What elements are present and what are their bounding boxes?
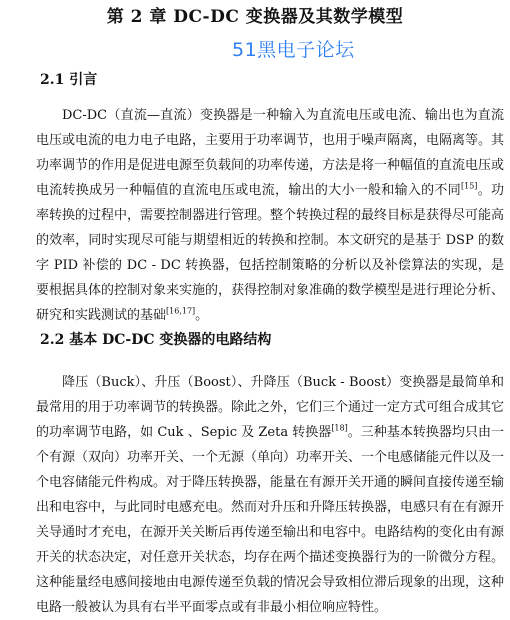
- chapter-title: 第 2 章 DC-DC 变换器及其数学模型: [106, 7, 404, 27]
- introduction-paragraph: [36, 103, 504, 328]
- section-heading-introduction: 2.1 引言: [40, 72, 98, 88]
- paragraph-text: 降压（Buck）、升压（Boost）、升降压（Buck - Boost）变换器是最简单和最常用的用于功率调节的转换器。除此之外，它们三个通过一定方式可组合成其它的功率调节电路，如 Cuk 、Sepic 及 Zeta 转换器: [36, 375, 505, 440]
- circuit-structure-paragraph: [36, 370, 504, 620]
- paragraph-text: 。: [195, 308, 209, 323]
- citation: [15]: [461, 181, 478, 191]
- paragraph-text: 。功率转换的过程中，需要控制器进行管理。整个转换过程的最终目标是获得尽可能高的效率，同时实现尽可能与期望相近的转换和控制。本文研究的是基于 DSP 的数字 PID 补偿的 DC - DC 转换器，包括控制策略的分析以及补偿算法的实现，是要根据具体的控制对象来实施的，获得控制对象准确的数学模型是进行理论分析、研究和实践测试的基础: [36, 183, 505, 323]
- citation: [16,17]: [166, 306, 196, 316]
- section-heading-circuit-structure: 2.2 基本 DC-DC 变换器的电路结构: [40, 332, 272, 348]
- citation: [18]: [331, 423, 348, 433]
- watermark: 51黑电子论坛: [232, 39, 355, 61]
- paragraph-text: 。三种基本转换器均只由一个有源（双向）功率开关、一个无源（单向）功率开关、一个电感储能元件以及一个电容储能元件构成。对于降压转换器，能量在有源开关开通的瞬间直接传递至输出和电容中，与此同时电感充电。然而对升压和升降压转换器，电感只有在有源开关导通时才充电，在源开关关断后再传递至输出和电容中。电路结构的变化由有源开关的状态决定，对任意开关状态，均存在两个描述变换器行为的一阶微分方程。这种能量经电感间接地由电源传递至负载的情况会导致相位滞后现象的出现，这种电路一般被认为具有右半平面零点或有非最小相位响应特性。: [36, 425, 505, 615]
- paragraph-text: DC-DC（直流—直流）变换器是一种输入为直流电压或电流、输出也为直流电压或电流的电力电子电路，主要用于功率调节，也用于噪声隔离，电隔离等。其功率调节的作用是促进电源至负载间的功率传递，方法是将一种幅值的直流电压或电流转换成另一种幅值的直流电压或电流，输出的大小一般和输入的不同: [36, 108, 505, 198]
